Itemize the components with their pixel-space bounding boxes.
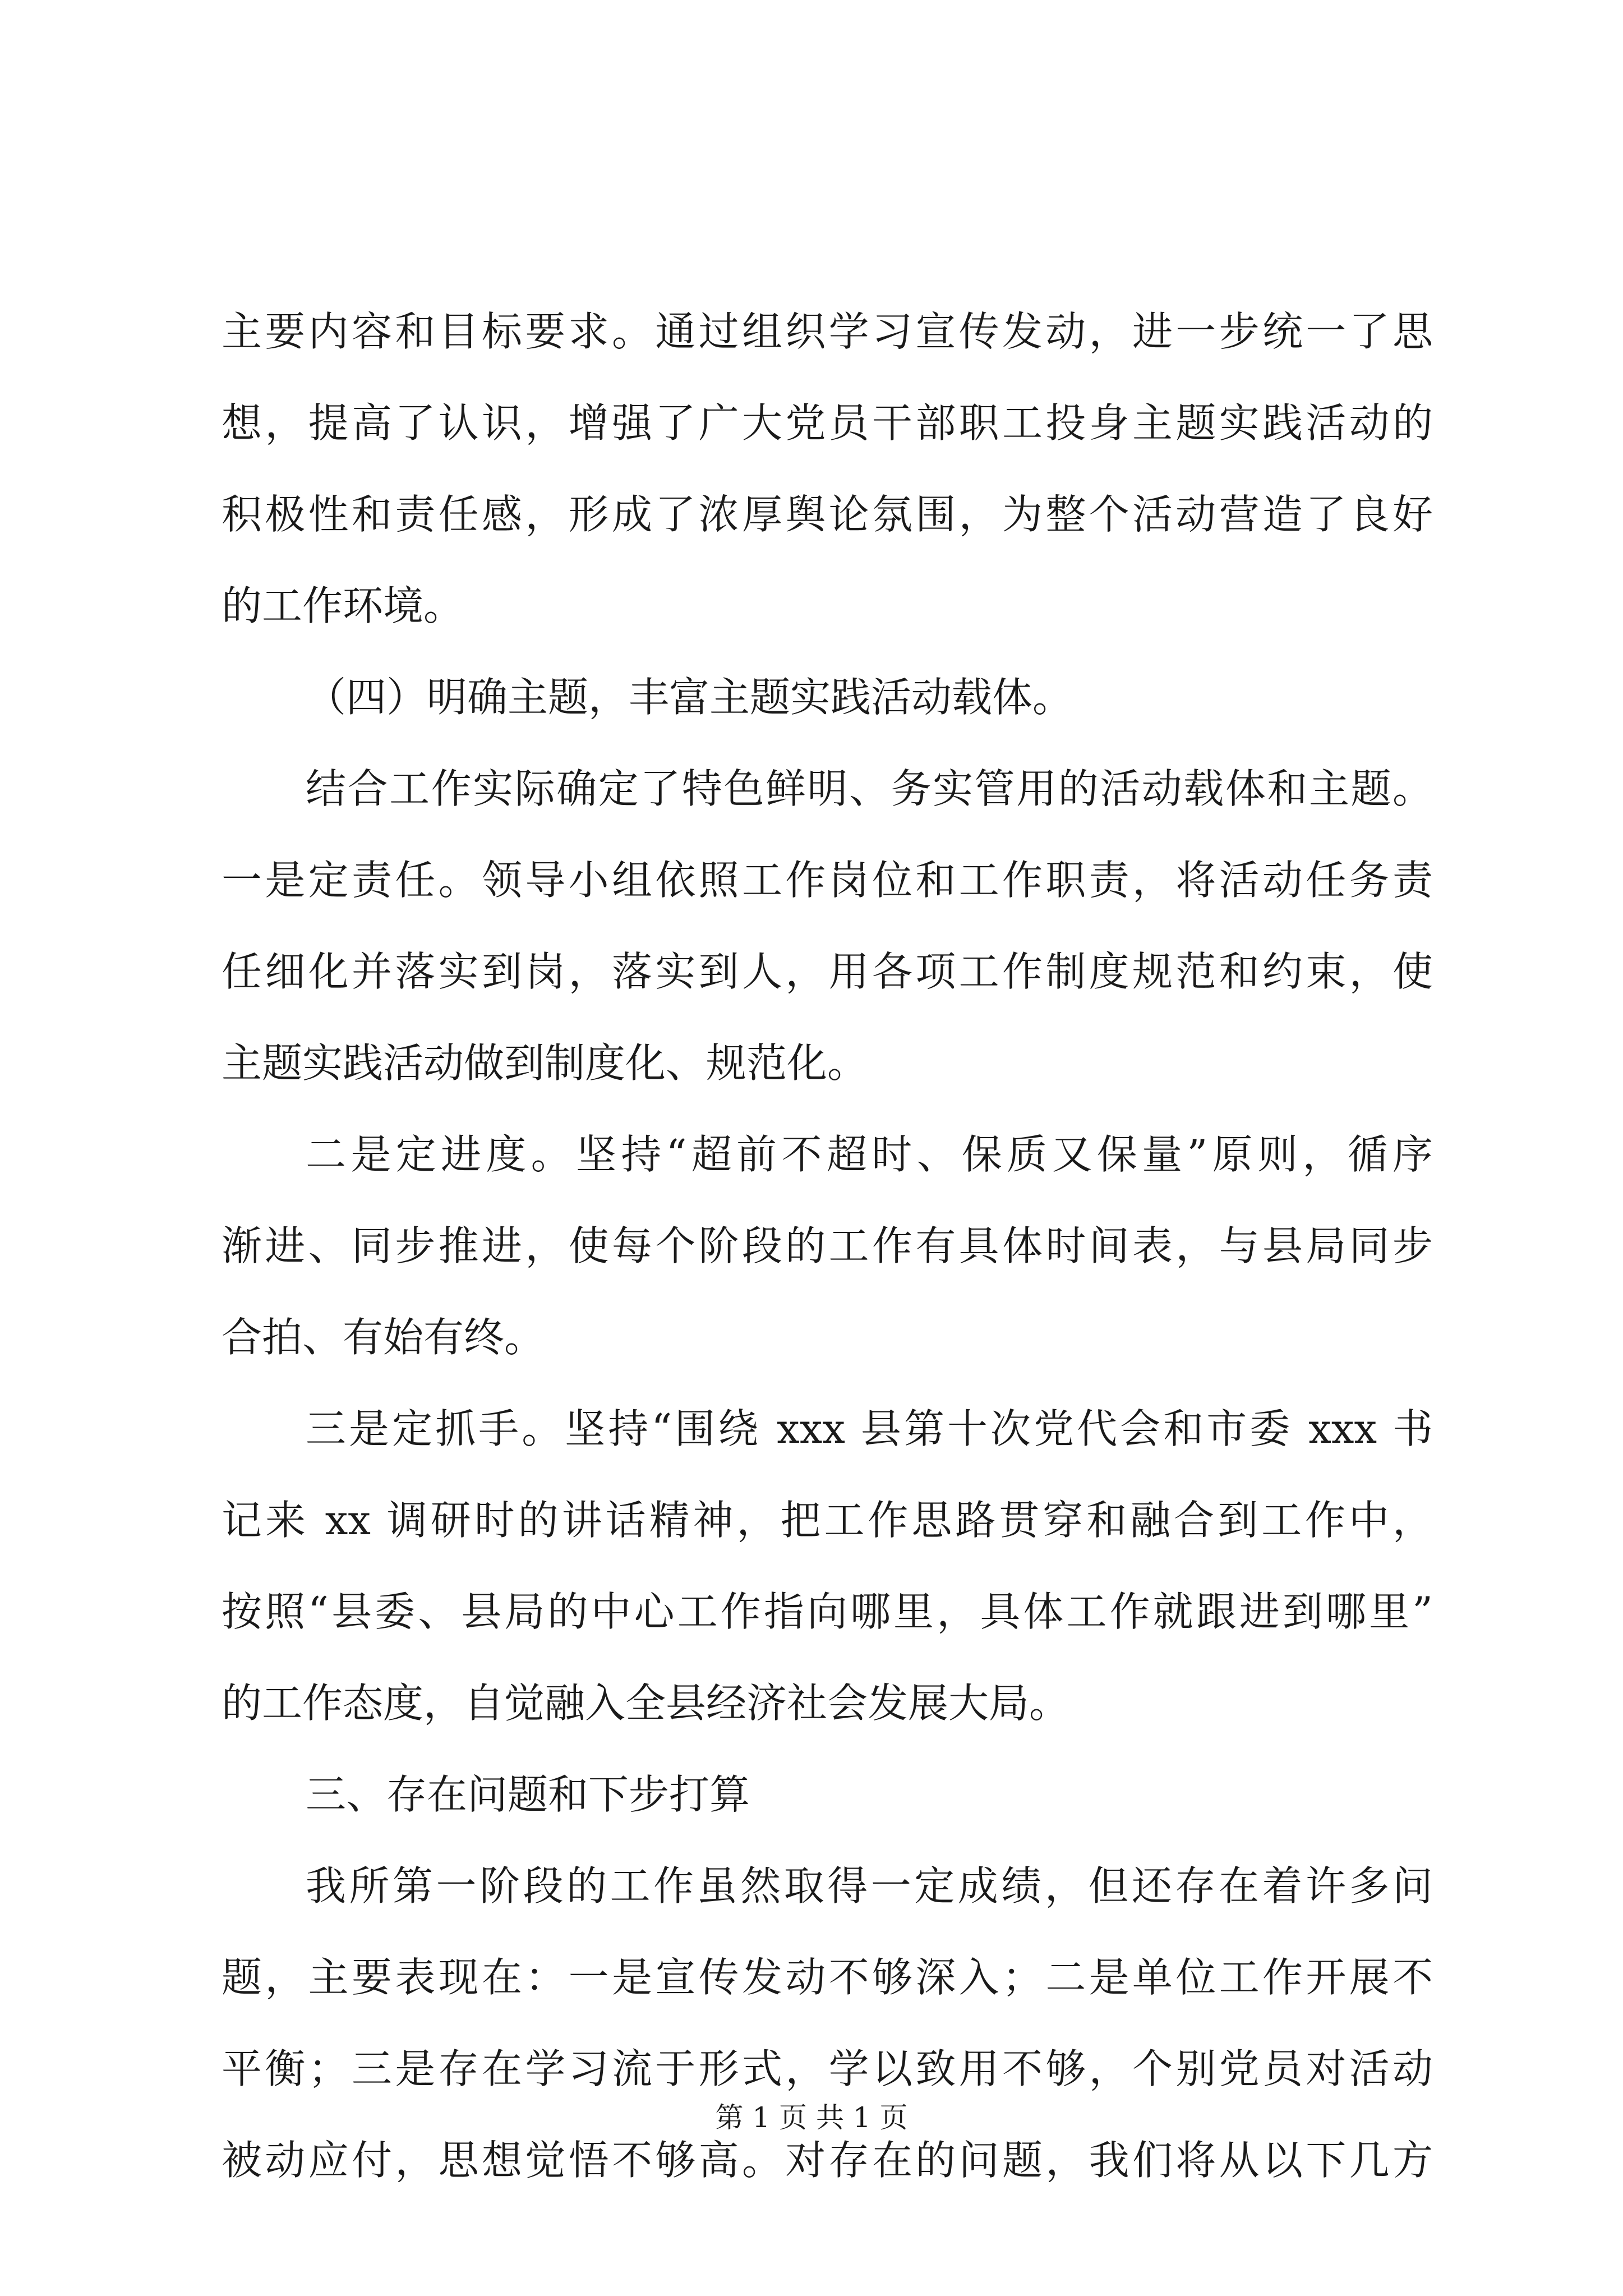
text-line: 积极性和责任感，形成了浓厚舆论氛围，为整个活动营造了良好 [222, 491, 1433, 538]
text-line: 被动应付，思想觉悟不够高。对存在的问题，我们将从以下几方 [222, 2137, 1433, 2184]
text-line: 题，主要表现在：一是宣传发动不够深入；二是单位工作开展不 [222, 1954, 1433, 2001]
text-line: 二是定进度。坚持“超前不超时、保质又保量”原则，循序 [306, 1131, 1433, 1178]
text-line: 记来 xx 调研时的讲话精神，把工作思路贯穿和融合到工作中， [222, 1497, 1433, 1544]
text-line: 主题实践活动做到制度化、规范化。 [222, 1039, 868, 1087]
document-body [222, 286, 1433, 2206]
text-line: 平衡；三是存在学习流于形式，学以致用不够，个别党员对活动 [222, 2045, 1433, 2092]
text-line: 一是定责任。领导小组依照工作岗位和工作职责，将活动任务责 [222, 857, 1433, 904]
text-line: 结合工作实际确定了特色鲜明、务实管用的活动载体和主题。 [306, 765, 1433, 812]
text-line: 的工作环境。 [222, 582, 464, 629]
text-line: 按照“县委、县局的中心工作指向哪里，具体工作就跟进到哪里” [222, 1588, 1433, 1635]
page-footer: 第 1 页 共 1 页 [715, 2101, 908, 2134]
text-line: 主要内容和目标要求。通过组织学习宣传发动，进一步统一了思 [222, 308, 1433, 355]
text-line: 我所第一阶段的工作虽然取得一定成绩，但还存在着许多问 [306, 1862, 1433, 1910]
text-line: 想，提高了认识，增强了广大党员干部职工投身主题实践活动的 [222, 399, 1433, 447]
section-heading: （四）明确主题，丰富主题实践活动载体。 [306, 674, 1073, 721]
text-line: 的工作态度，自觉融入全县经济社会发展大局。 [222, 1680, 1070, 1727]
text-line: 渐进、同步推进，使每个阶段的工作有具体时间表，与县局同步 [222, 1222, 1433, 1269]
text-line: 三是定抓手。坚持“围绕 xxx 县第十次党代会和市委 xxx 书 [306, 1405, 1433, 1452]
text-line: 合拍、有始有终。 [222, 1314, 545, 1361]
section-heading: 三、存在问题和下步打算 [306, 1771, 750, 1818]
text-line: 任细化并落实到岗，落实到人，用各项工作制度规范和约束，使 [222, 948, 1433, 995]
